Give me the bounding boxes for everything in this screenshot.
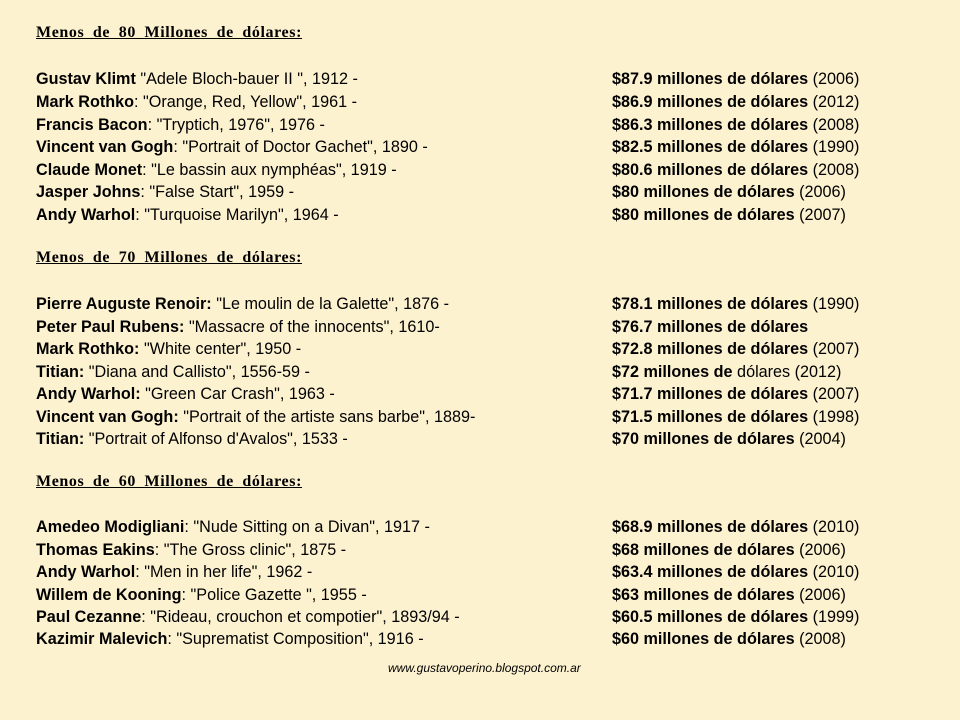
price: $68.9 millones de dólares bbox=[612, 518, 809, 536]
list-item: Vincent van Gogh: "Portrait of Doctor Gachet", 1890 - $82.5 millones de dólares (1990) bbox=[36, 138, 860, 156]
list-item bbox=[36, 361, 916, 383]
artist-name: Mark Rothko: bbox=[36, 340, 140, 358]
price: $60 millones de dólares bbox=[612, 630, 795, 648]
list-item: Thomas Eakins: "The Gross clinic", 1875 - $68 millones de dólares (2006) bbox=[36, 541, 846, 559]
sale-year: (2010) bbox=[808, 563, 860, 581]
sale-year: (2006) bbox=[808, 70, 860, 88]
work-title: "Adele Bloch-bauer II ", 1912 - bbox=[140, 70, 358, 88]
sale-year: (2006) bbox=[794, 541, 846, 559]
artist-name: Andy Warhol: bbox=[36, 385, 141, 403]
sale-year: (1990) bbox=[808, 138, 860, 156]
list-item bbox=[36, 338, 916, 360]
section-heading-80: Menos de 80 Millones de dólares: bbox=[36, 24, 303, 41]
artist-name: Jasper Johns bbox=[36, 183, 141, 201]
artist-name: Francis Bacon bbox=[36, 116, 148, 134]
list-item: Claude Monet: "Le bassin aux nymphéas", 1919 - $80.6 millones de dólares (2008) bbox=[36, 161, 860, 179]
list-item bbox=[36, 406, 916, 428]
price: $63.4 millones de dólares bbox=[612, 563, 809, 581]
list-item bbox=[36, 428, 916, 450]
footer-url: www.gustavoperino.blogspot.com.ar bbox=[388, 661, 581, 675]
price: $63 millones de dólares bbox=[612, 586, 795, 604]
price: $76.7 millones de dólares bbox=[612, 318, 809, 336]
list-item: Willem de Kooning: "Police Gazette ", 1955 - $63 millones de dólares (2006) bbox=[36, 586, 846, 604]
section-heading-70: Menos de 70 Millones de dólares: bbox=[36, 249, 303, 266]
sale-year: (1999) bbox=[808, 608, 860, 626]
work-title: "Le moulin de la Galette", 1876 - bbox=[216, 295, 450, 313]
sale-year: (2007) bbox=[794, 206, 846, 224]
sale-year: (2004) bbox=[794, 430, 846, 448]
list-item: Amedeo Modigliani: "Nude Sitting on a Divan", 1917 - $68.9 millones de dólares (2010) bbox=[36, 518, 860, 536]
price: $68 millones de dólares bbox=[612, 541, 795, 559]
sale-year: (2006) bbox=[794, 183, 846, 201]
price: $82.5 millones de dólares bbox=[612, 138, 809, 156]
sale-year: (2007) bbox=[808, 340, 860, 358]
work-title: "Massacre of the innocents", 1610- bbox=[188, 318, 440, 336]
work-title: "Rideau, crouchon et compotier", 1893/94 - bbox=[150, 608, 460, 626]
artist-name: Willem de Kooning bbox=[36, 586, 182, 604]
artist-name: Amedeo Modigliani bbox=[36, 518, 185, 536]
sale-year: (2010) bbox=[808, 518, 860, 536]
price: $72 millones de bbox=[612, 363, 733, 381]
artist-name: Titian: bbox=[36, 363, 85, 381]
work-title: "Le bassin aux nymphéas", 1919 - bbox=[151, 161, 397, 179]
artist-name: Andy Warhol bbox=[36, 206, 136, 224]
work-title: "Police Gazette ", 1955 - bbox=[190, 586, 367, 604]
work-title: "Diana and Callisto", 1556-59 - bbox=[88, 363, 310, 381]
list-item bbox=[36, 68, 916, 90]
list-item: Jasper Johns: "False Start", 1959 - $80 millones de dólares (2006) bbox=[36, 183, 846, 201]
price: $78.1 millones de dólares bbox=[612, 295, 809, 313]
price: $70 millones de dólares bbox=[612, 430, 795, 448]
work-title: "Tryptich, 1976", 1976 - bbox=[156, 116, 325, 134]
sale-year: (2006) bbox=[794, 586, 846, 604]
price: $87.9 millones de dólares bbox=[612, 70, 809, 88]
work-title: "Men in her life", 1962 - bbox=[144, 563, 313, 581]
sale-year: (2007) bbox=[808, 385, 860, 403]
artist-name: Pierre Auguste Renoir: bbox=[36, 295, 212, 313]
list-item bbox=[36, 316, 916, 338]
work-title: "Green Car Crash", 1963 - bbox=[145, 385, 335, 403]
artist-name: Thomas Eakins bbox=[36, 541, 155, 559]
price: $80 millones de dólares bbox=[612, 206, 795, 224]
price: $71.5 millones de dólares bbox=[612, 408, 809, 426]
artist-name: Paul Cezanne bbox=[36, 608, 142, 626]
list-item: Francis Bacon: "Tryptich, 1976", 1976 - $86.3 millones de dólares (2008) bbox=[36, 116, 860, 134]
artist-name: Mark Rothko bbox=[36, 93, 135, 111]
price: $71.7 millones de dólares bbox=[612, 385, 809, 403]
work-title: "The Gross clinic", 1875 - bbox=[163, 541, 347, 559]
work-title: "Turquoise Marilyn", 1964 - bbox=[144, 206, 339, 224]
section-heading-60: Menos de 60 Millones de dólares: bbox=[36, 473, 303, 490]
sale-year: (2008) bbox=[808, 161, 860, 179]
price: $80 millones de dólares bbox=[612, 183, 795, 201]
price: $80.6 millones de dólares bbox=[612, 161, 809, 179]
sale-year: (1990) bbox=[808, 295, 860, 313]
artist-name: Gustav Klimt bbox=[36, 70, 136, 88]
work-title: "Portrait of Alfonso d'Avalos", 1533 - bbox=[88, 430, 348, 448]
list-item: Paul Cezanne: "Rideau, crouchon et compotier", 1893/94 - $60.5 millones de dólares (1999) bbox=[36, 608, 860, 626]
artist-name: Claude Monet bbox=[36, 161, 143, 179]
price: $72.8 millones de dólares bbox=[612, 340, 809, 358]
list-item bbox=[36, 383, 916, 405]
artist-name: Titian: bbox=[36, 430, 85, 448]
list-item: Andy Warhol: "Men in her life", 1962 - $63.4 millones de dólares (2010) bbox=[36, 563, 860, 581]
artist-name: Peter Paul Rubens: bbox=[36, 318, 185, 336]
list-item: Mark Rothko: "Orange, Red, Yellow", 1961 - $86.9 millones de dólares (2012) bbox=[36, 93, 860, 111]
artist-name: Andy Warhol bbox=[36, 563, 136, 581]
work-title: "Portrait of the artiste sans barbe", 1889- bbox=[183, 408, 476, 426]
work-title: "Portrait of Doctor Gachet", 1890 - bbox=[182, 138, 428, 156]
sale-year: (2012) bbox=[808, 93, 860, 111]
sale-year: (2008) bbox=[794, 630, 846, 648]
list-item: Kazimir Malevich: "Suprematist Composition", 1916 - $60 millones de dólares (2008) bbox=[36, 630, 846, 648]
work-title: "Suprematist Composition", 1916 - bbox=[176, 630, 424, 648]
artist-name: Kazimir Malevich bbox=[36, 630, 168, 648]
artist-name: Vincent van Gogh bbox=[36, 138, 174, 156]
sale-year: (1998) bbox=[808, 408, 860, 426]
work-title: "Orange, Red, Yellow", 1961 - bbox=[143, 93, 358, 111]
price: $86.3 millones de dólares bbox=[612, 116, 809, 134]
sale-year: dólares (2012) bbox=[732, 363, 842, 381]
work-title: "Nude Sitting on a Divan", 1917 - bbox=[193, 518, 430, 536]
list-item: Andy Warhol: "Turquoise Marilyn", 1964 - $80 millones de dólares (2007) bbox=[36, 206, 846, 224]
price: $60.5 millones de dólares bbox=[612, 608, 809, 626]
price: $86.9 millones de dólares bbox=[612, 93, 809, 111]
work-title: "White center", 1950 - bbox=[143, 340, 302, 358]
artist-name: Vincent van Gogh: bbox=[36, 408, 179, 426]
work-title: "False Start", 1959 - bbox=[149, 183, 295, 201]
list-item bbox=[36, 293, 916, 315]
sale-year: (2008) bbox=[808, 116, 860, 134]
